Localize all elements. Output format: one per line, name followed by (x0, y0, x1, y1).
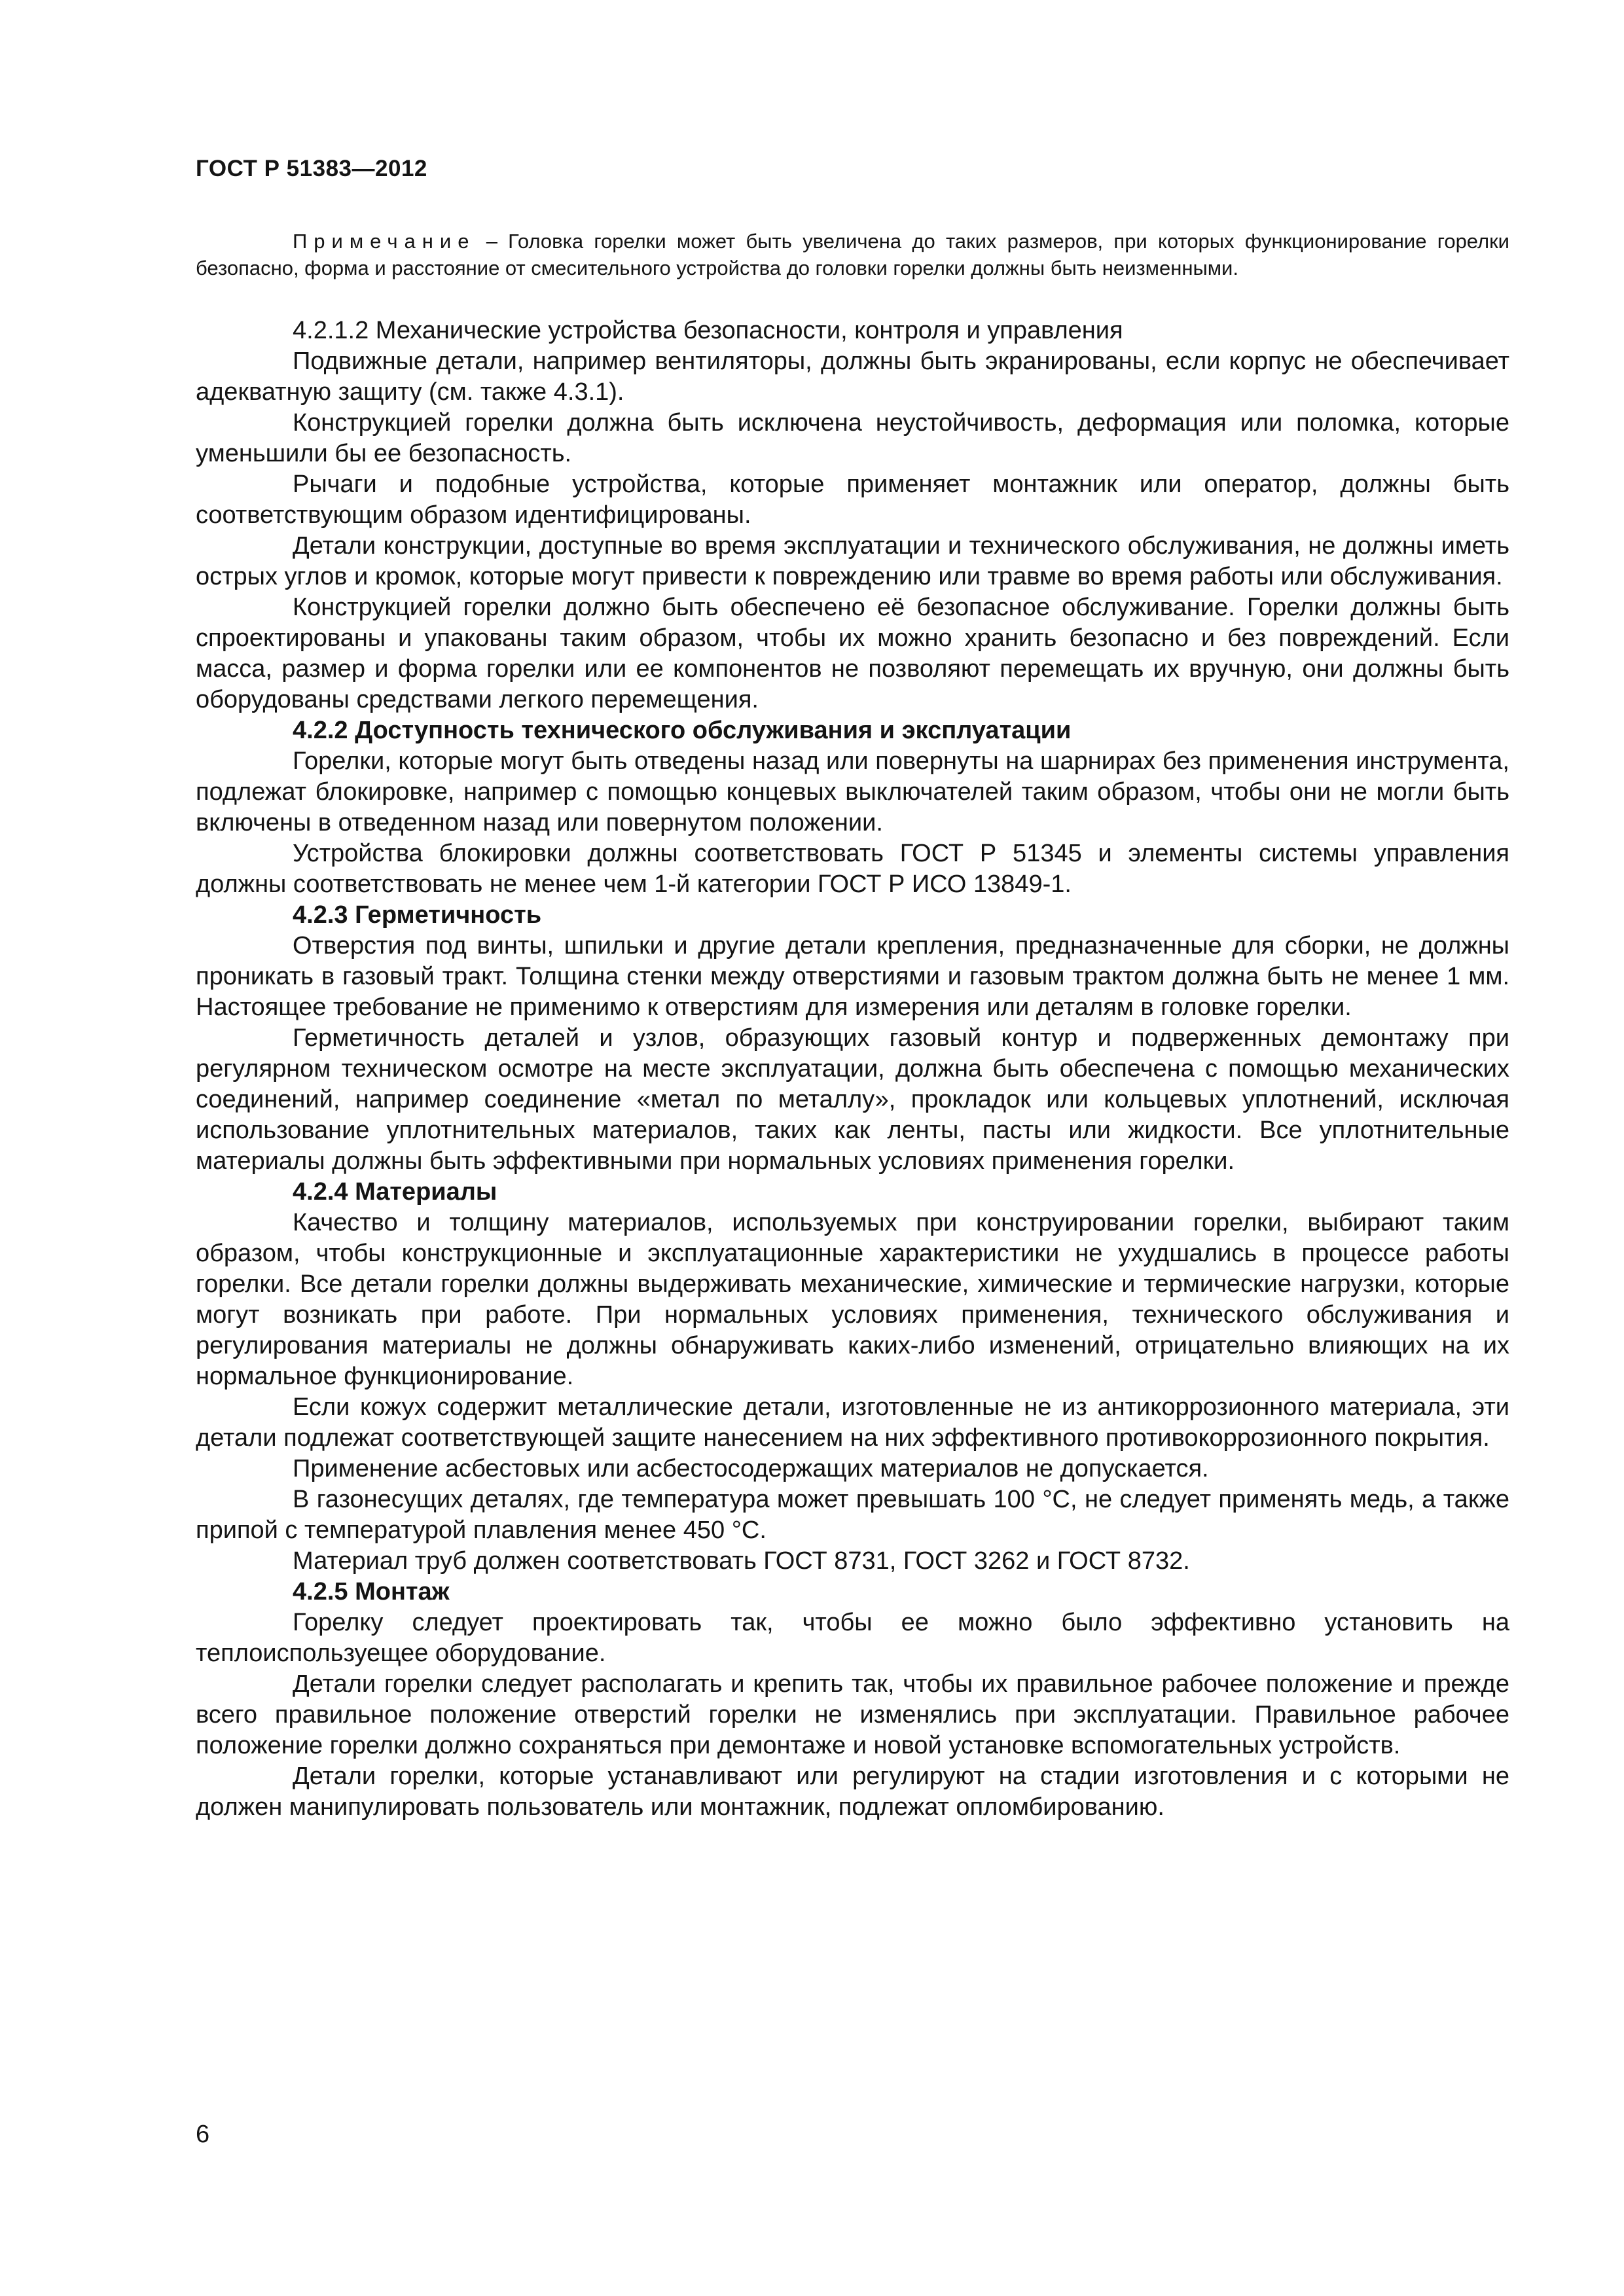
body-paragraph: Детали горелки, которые устанавливают или регулируют на стадии изготовления и с которыми не должен манипулировать пользователь или монтажник, подлежат опломбированию. (196, 1763, 1509, 1821)
section-heading: 4.2.5 Монтаж (293, 1578, 450, 1605)
body-paragraph: Конструкцией горелки должно быть обеспечено её безопасное обслуживание. Горелки должны быть спроектированы и упакованы таким образом, чтобы их можно хранить безопасно и без повреждений. Если масса, размер и форма горелки или ее компонентов не позволяют перемещать их вручную, они должны быть оборудованы средствами легкого перемещения. (196, 594, 1509, 713)
body-paragraph: Если кожух содержит металлические детали, изготовленные не из антикоррозионного материала, эти детали подлежат соответствующей защите нанесением на них эффективного противокоррозионного покрытия. (196, 1393, 1509, 1452)
body-paragraph: Конструкцией горелки должна быть исключена неустойчивость, деформация или поломка, которые уменьшили бы ее безопасность. (196, 409, 1509, 467)
body-paragraph: Применение асбестовых или асбестосодержащих материалов не допускается. (293, 1455, 1209, 1482)
document-header: ГОСТ Р 51383—2012 (196, 156, 427, 181)
body-paragraph: В газонесущих деталях, где температура может превышать 100 °С, не следует применять медь, а также припой с температурой плавления менее 450 °С. (196, 1486, 1509, 1544)
body-paragraph: Подвижные детали, например вентиляторы, должны быть экранированы, если корпус не обеспечивает адекватную защиту (см. также 4.3.1). (196, 348, 1509, 406)
note-paragraph (196, 228, 1509, 281)
document-body (196, 315, 1509, 1823)
body-paragraph: Горелки, которые могут быть отведены назад или повернуты на шарнирах без применения инструмента, подлежат блокировке, например с помощью концевых выключателей таким образом, чтобы они не могли быть включены в отведенном назад или повернутом положении. (196, 747, 1509, 836)
body-paragraph: Качество и толщину материалов, используемых при конструировании горелки, выбирают таким образом, чтобы конструкционные и эксплуатационные характеристики не ухудшались в процессе работы горелки. Все детали горелки должны выдерживать механические, химические и термические нагрузки, которые могут возникать при работе. При нормальных условиях применения, технического обслуживания и регулирования материалы не должны обнаруживать каких-либо изменений, отрицательно влияющих на их нормальное функционирование. (196, 1209, 1509, 1390)
body-paragraph: Устройства блокировки должны соответствовать ГОСТ Р 51345 и элементы системы управления должны соответствовать не менее чем 1-й категории ГОСТ Р ИСО 13849-1. (196, 840, 1509, 898)
body-paragraph: Герметичность деталей и узлов, образующих газовый контур и подверженных демонтажу при регулярном техническом осмотре на месте эксплуатации, должна быть обеспечена с помощью механических соединений, например соединение «метал по металлу», прокладок или кольцевых уплотнений, исключая использование уплотнительных материалов, таких как ленты, пасты или жидкости. Все уплотнительные материалы должны быть эффективными при нормальных условиях применения горелки. (196, 1024, 1509, 1175)
section-heading: 4.2.3 Герметичность (293, 901, 542, 929)
body-paragraph: Отверстия под винты, шпильки и другие детали крепления, предназначенные для сборки, не должны проникать в газовый тракт. Толщина стенки между отверстиями и газовым трактом должна быть не менее 1 мм. Настоящее требование не применимо к отверстиям для измерения или деталям в головке горелки. (196, 932, 1509, 1021)
body-paragraph: Детали горелки следует располагать и крепить так, чтобы их правильное рабочее положение и прежде всего правильное положение отверстий горелки не изменялись при эксплуатации. Правильное рабочее положение горелки должно сохраняться при демонтаже и новой установке вспомогательных устройств. (196, 1670, 1509, 1759)
body-paragraph: Материал труб должен соответствовать ГОСТ 8731, ГОСТ 3262 и ГОСТ 8732. (293, 1547, 1190, 1575)
body-paragraph: Рычаги и подобные устройства, которые применяет монтажник или оператор, должны быть соответствующим образом идентифицированы. (196, 471, 1509, 529)
note-lead: Примечание (293, 230, 476, 253)
section-heading: 4.2.4 Материалы (293, 1178, 497, 1206)
page-number: 6 (196, 2121, 210, 2148)
section-heading: 4.2.2 Доступность технического обслуживания и эксплуатации (293, 717, 1072, 744)
body-paragraph: Детали конструкции, доступные во время эксплуатации и технического обслуживания, не должны иметь острых углов и кромок, которые могут привести к повреждению или травме во время работы или обслуживания. (196, 532, 1509, 590)
note-text: – Головка горелки может быть увеличена до таких размеров, при которых функционирование горелки безопасно, форма и расстояние от смесительного устройства до головки горелки должны быть неизменными. (196, 230, 1509, 279)
body-paragraph: 4.2.1.2 Механические устройства безопасности, контроля и управления (293, 317, 1123, 344)
body-paragraph: Горелку следует проектировать так, чтобы ее можно было эффективно установить на теплоиспользуещее оборудование. (196, 1609, 1509, 1667)
